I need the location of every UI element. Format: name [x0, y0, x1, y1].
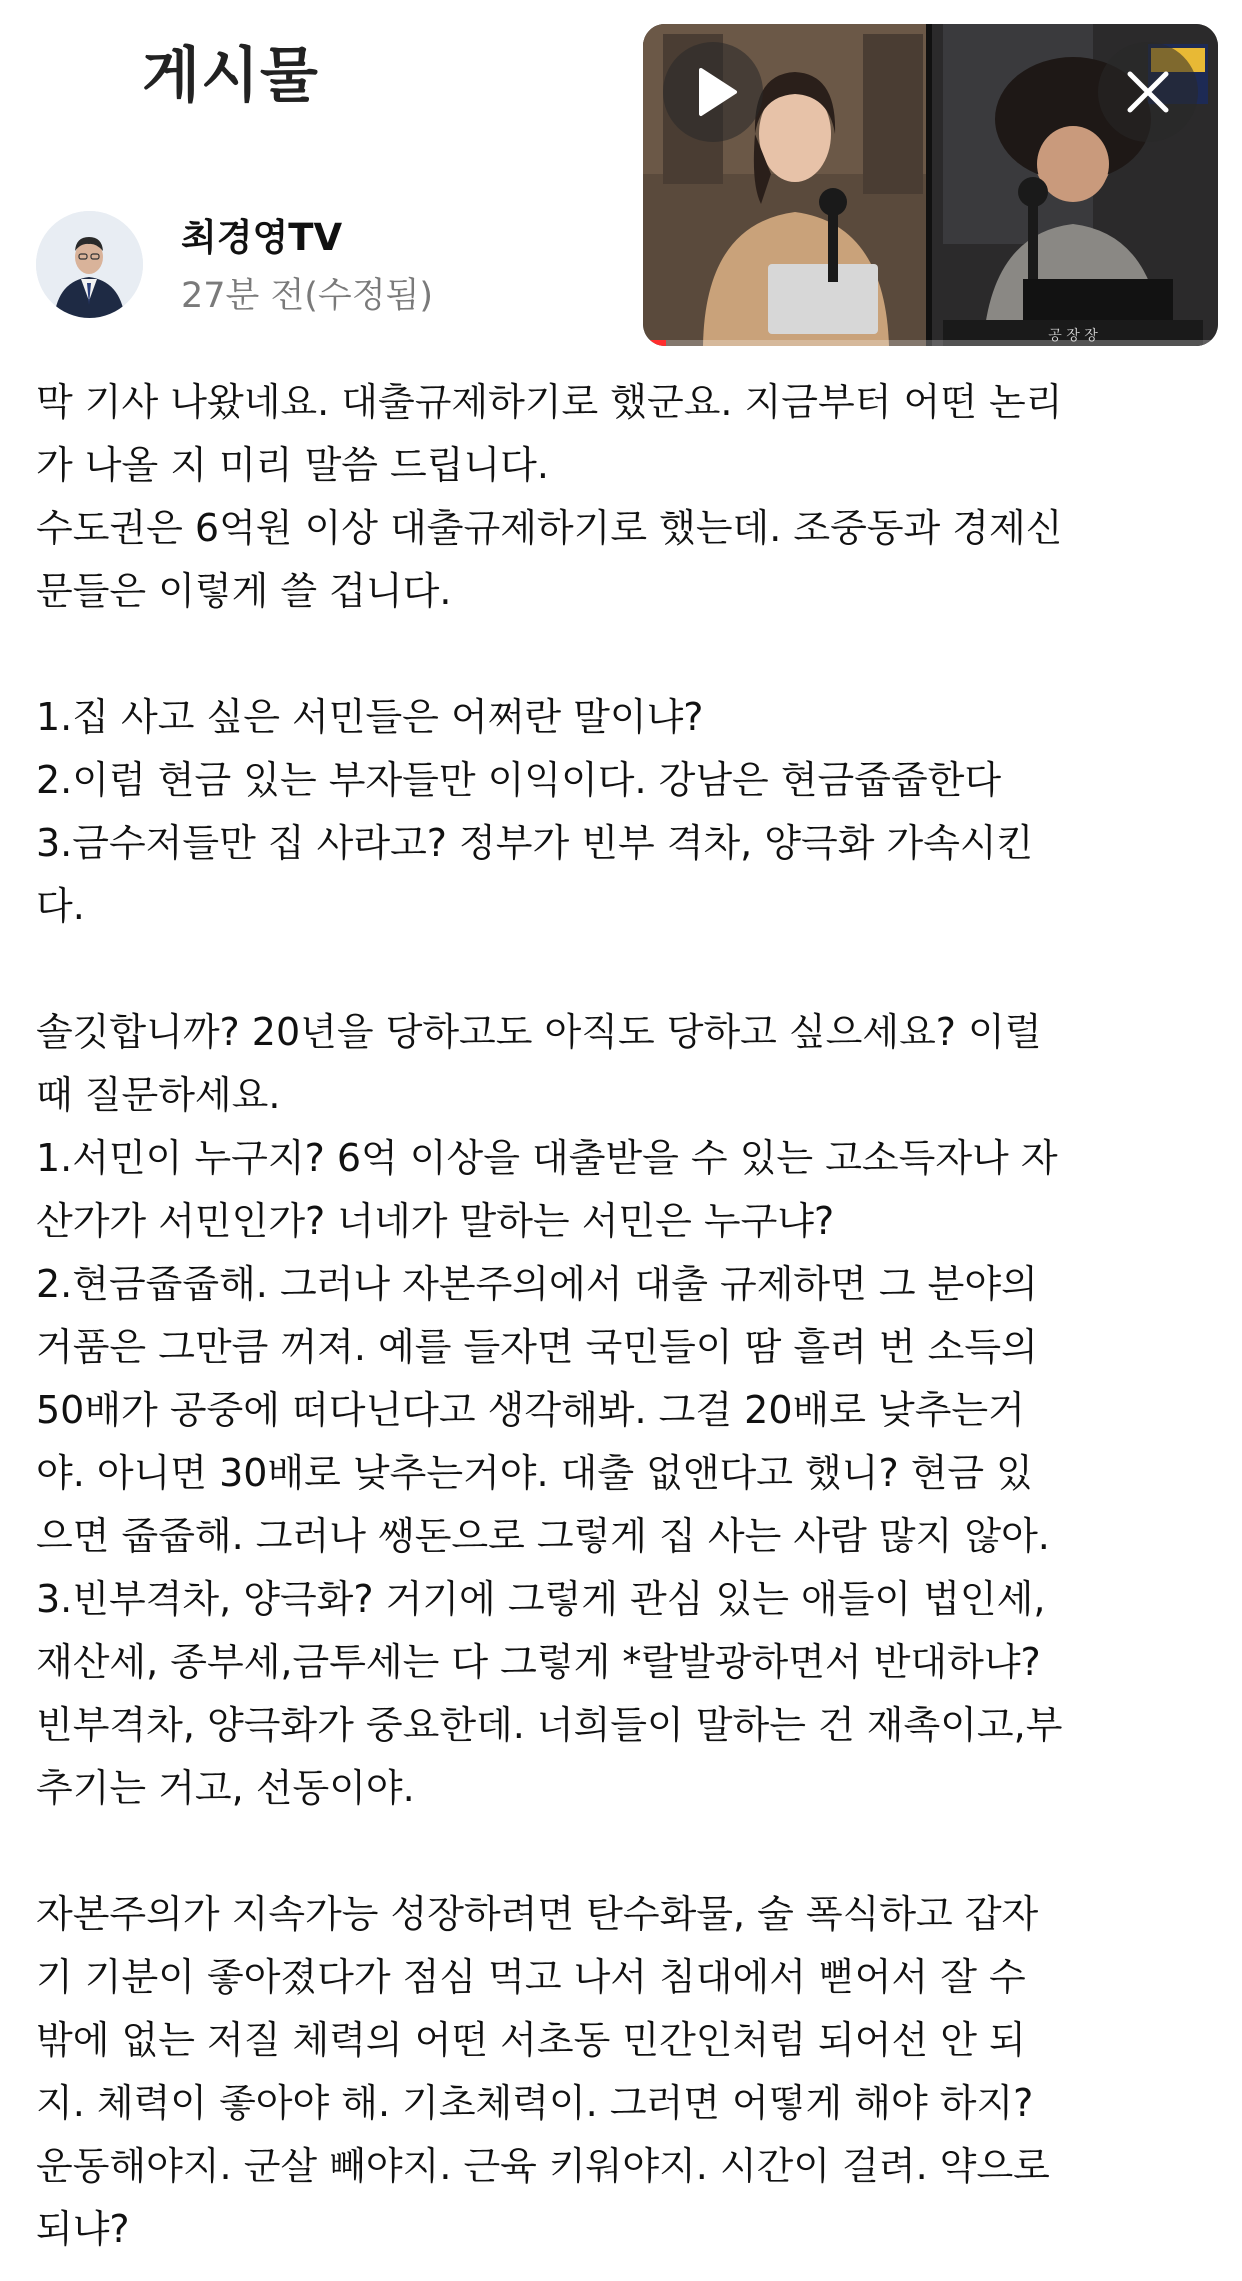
post-line: [36, 938, 1216, 1001]
post-line: 1.집 사고 싶은 서민들은 어쩌란 말이냐?: [36, 695, 704, 739]
post-line: 밖에 없는 저질 체력의 어떤 서초동 민간인처럼 되어선 안 되: [36, 2018, 1026, 2062]
play-button[interactable]: [663, 42, 763, 142]
post-line: 3.금수저들만 집 사라고? 정부가 빈부 격차, 양극화 가속시킨: [36, 821, 1034, 865]
post-line: 3.빈부격차, 양극화? 거기에 그렇게 관심 있는 애들이 법인세,: [36, 1577, 1046, 1621]
post-line: 재산세, 종부세,금투세는 다 그렇게 *랄발광하면서 반대하냐?: [36, 1640, 1041, 1684]
post-line: 막 기사 나왔네요. 대출규제하기로 했군요. 지금부터 어떤 논리: [36, 380, 1063, 424]
post-line: 으면 줍줍해. 그러나 쌩돈으로 그렇게 집 사는 사람 많지 않아.: [36, 1514, 1050, 1558]
avatar-photo: [36, 211, 143, 318]
page-title: 게시물: [142, 41, 319, 111]
close-icon: [1098, 42, 1198, 142]
post-line: 다.: [36, 884, 85, 928]
post-line: 야. 아니면 30배로 낮추는거야. 대출 없앤다고 했니? 현금 있: [36, 1451, 1033, 1495]
video-player[interactable]: [643, 24, 1218, 346]
post-line: 추기는 거고, 선동이야.: [36, 1766, 415, 1810]
post-line: 수도권은 6억원 이상 대출규제하기로 했는데. 조중동과 경제신: [36, 506, 1063, 550]
post-timestamp: 27분 전(수정됨): [181, 276, 434, 316]
post-line: 지. 체력이 좋아야 해. 기초체력이. 그러면 어떻게 해야 하지?: [36, 2081, 1034, 2125]
author-name[interactable]: 최경영TV: [181, 216, 343, 259]
post-line: 솔깃합니까? 20년을 당하고도 아직도 당하고 싶으세요? 이럴: [36, 1010, 1042, 1054]
video-progress-bar[interactable]: [643, 340, 1218, 346]
post-line: 문들은 이렇게 쓸 겁니다.: [36, 569, 452, 613]
post-line: 때 질문하세요.: [36, 1073, 281, 1117]
post-line: [36, 1820, 1216, 1883]
post-line: 빈부격차, 양극화가 중요한데. 너희들이 말하는 건 재촉이고,부: [36, 1703, 1063, 1747]
play-icon: [663, 42, 763, 142]
post-line: 2.이럼 현금 있는 부자들만 이익이다. 강남은 현금줍줍한다: [36, 758, 1002, 802]
post-line: 자본주의가 지속가능 성장하려면 탄수화물, 술 폭식하고 갑자: [36, 1892, 1039, 1936]
post-line: 50배가 공중에 떠다닌다고 생각해봐. 그걸 20배로 낮추는거: [36, 1388, 1025, 1432]
post-body: [36, 371, 1216, 2261]
post-line: [36, 623, 1216, 686]
post-line: 산가가 서민인가? 너네가 말하는 서민은 누구냐?: [36, 1199, 835, 1243]
close-button[interactable]: [1098, 42, 1198, 142]
post-line: 되냐?: [36, 2207, 130, 2251]
post-line: 2.현금줍줍해. 그러나 자본주의에서 대출 규제하면 그 분야의: [36, 1262, 1038, 1306]
post-line: 운동해야지. 군살 빼야지. 근육 키워야지. 시간이 걸려. 약으로: [36, 2144, 1050, 2188]
avatar[interactable]: [36, 211, 143, 318]
video-progress-fill: [643, 340, 666, 346]
post-line: 거품은 그만큼 꺼져. 예를 들자면 국민들이 땀 흘려 번 소득의: [36, 1325, 1038, 1369]
post-line: 가 나올 지 미리 말씀 드립니다.: [36, 443, 549, 487]
post-line: 1.서민이 누구지? 6억 이상을 대출받을 수 있는 고소득자나 자: [36, 1136, 1058, 1180]
nameplate-text: 공 장 장: [1048, 328, 1098, 344]
post-line: 기 기분이 좋아졌다가 점심 먹고 나서 침대에서 뻗어서 잘 수: [36, 1955, 1026, 1999]
